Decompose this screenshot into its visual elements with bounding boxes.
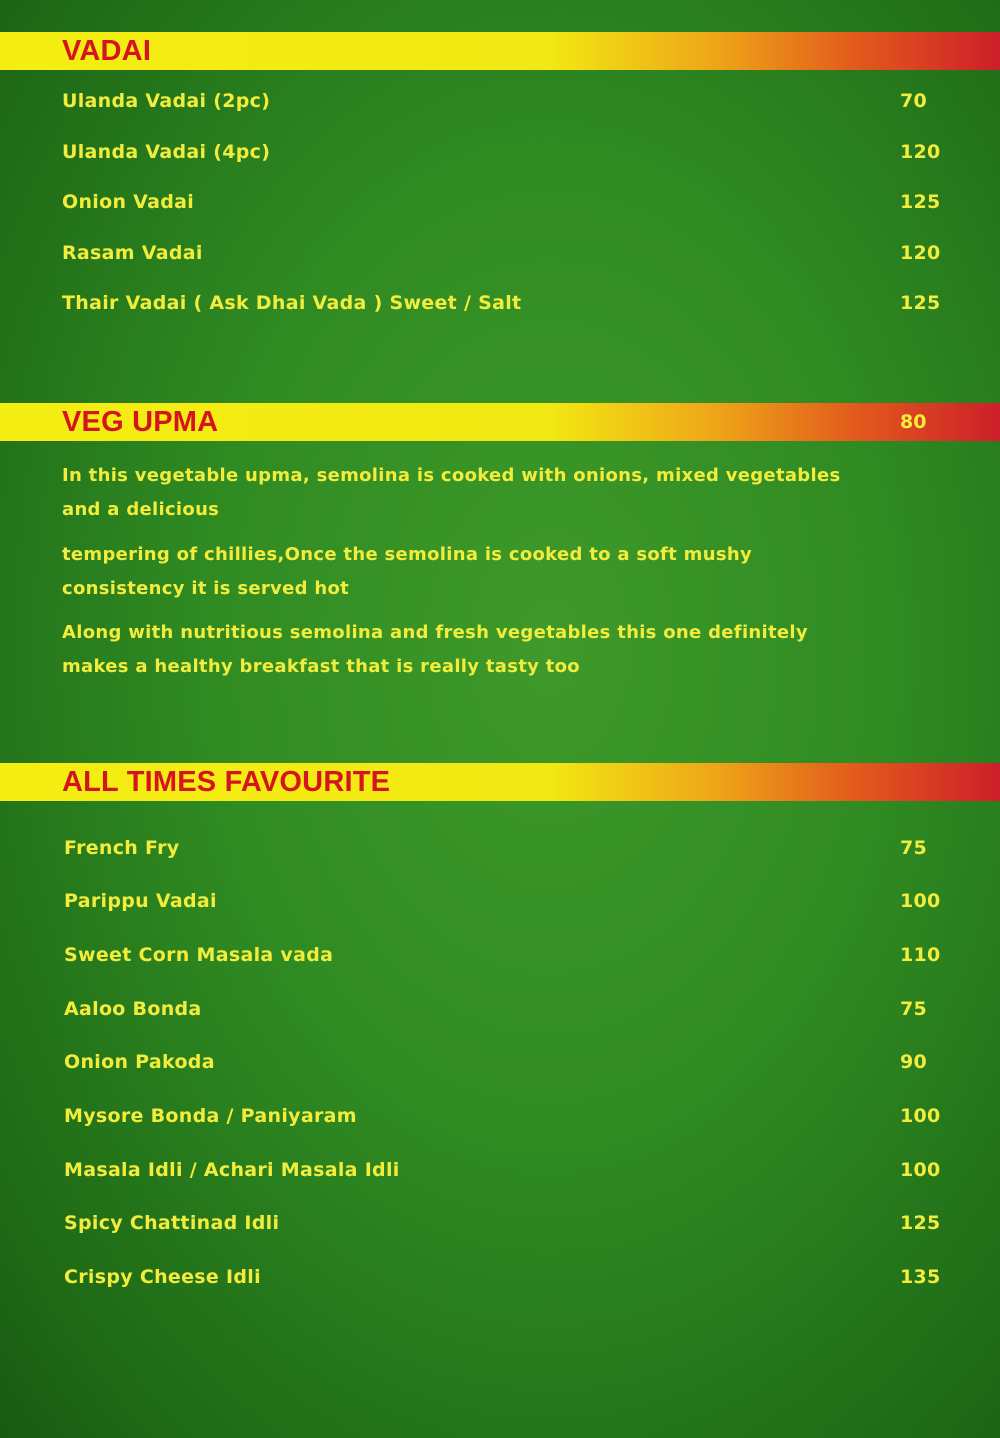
- item-name: Ulanda Vadai (2pc): [62, 90, 271, 112]
- item-price: 75: [900, 998, 928, 1020]
- upma-description: tempering of chillies,Once the semolina is cooked to a soft mushy consistency it is served hot: [62, 544, 752, 599]
- item-price: 120: [900, 242, 941, 264]
- section-title: VADAI: [62, 35, 152, 67]
- favourite-header: [0, 763, 1000, 801]
- item-name: Spicy Chattinad Idli: [64, 1212, 280, 1234]
- item-name: Onion Pakoda: [64, 1051, 215, 1073]
- item-price: 125: [900, 1212, 941, 1234]
- vadai-header: [0, 32, 1000, 70]
- upma-description: In this vegetable upma, semolina is cooked with onions, mixed vegetables and a delicious: [62, 465, 841, 520]
- item-price: 70: [900, 90, 928, 112]
- item-name: Ulanda Vadai (4pc): [62, 141, 271, 163]
- item-name: Onion Vadai: [62, 191, 195, 213]
- item-price: 120: [900, 141, 941, 163]
- upma-header: [0, 403, 1000, 441]
- item-name: Thair Vadai ( Ask Dhai Vada ) Sweet / Salt: [62, 292, 522, 314]
- upma-description: Along with nutritious semolina and fresh vegetables this one definitely makes a healthy breakfast that is really tasty too: [62, 622, 808, 677]
- item-price: 135: [900, 1266, 941, 1288]
- item-name: Rasam Vadai: [62, 242, 203, 264]
- item-price: 100: [900, 1159, 941, 1181]
- item-name: Parippu Vadai: [64, 890, 217, 912]
- item-name: Aaloo Bonda: [64, 998, 202, 1020]
- item-name: Masala Idli / Achari Masala Idli: [64, 1159, 400, 1181]
- section-title: ALL TIMES FAVOURITE: [62, 766, 391, 798]
- item-price: 125: [900, 292, 941, 314]
- item-name: French Fry: [64, 837, 180, 859]
- upma-price: 80: [900, 411, 927, 433]
- section-title: VEG UPMA: [62, 406, 219, 438]
- item-price: 125: [900, 191, 941, 213]
- item-name: Sweet Corn Masala vada: [64, 944, 334, 966]
- item-name: Crispy Cheese Idli: [64, 1266, 261, 1288]
- item-name: Mysore Bonda / Paniyaram: [64, 1105, 357, 1127]
- item-price: 75: [900, 837, 928, 859]
- item-price: 100: [900, 1105, 941, 1127]
- item-price: 100: [900, 890, 941, 912]
- item-price: 110: [900, 944, 941, 966]
- item-price: 90: [900, 1051, 928, 1073]
